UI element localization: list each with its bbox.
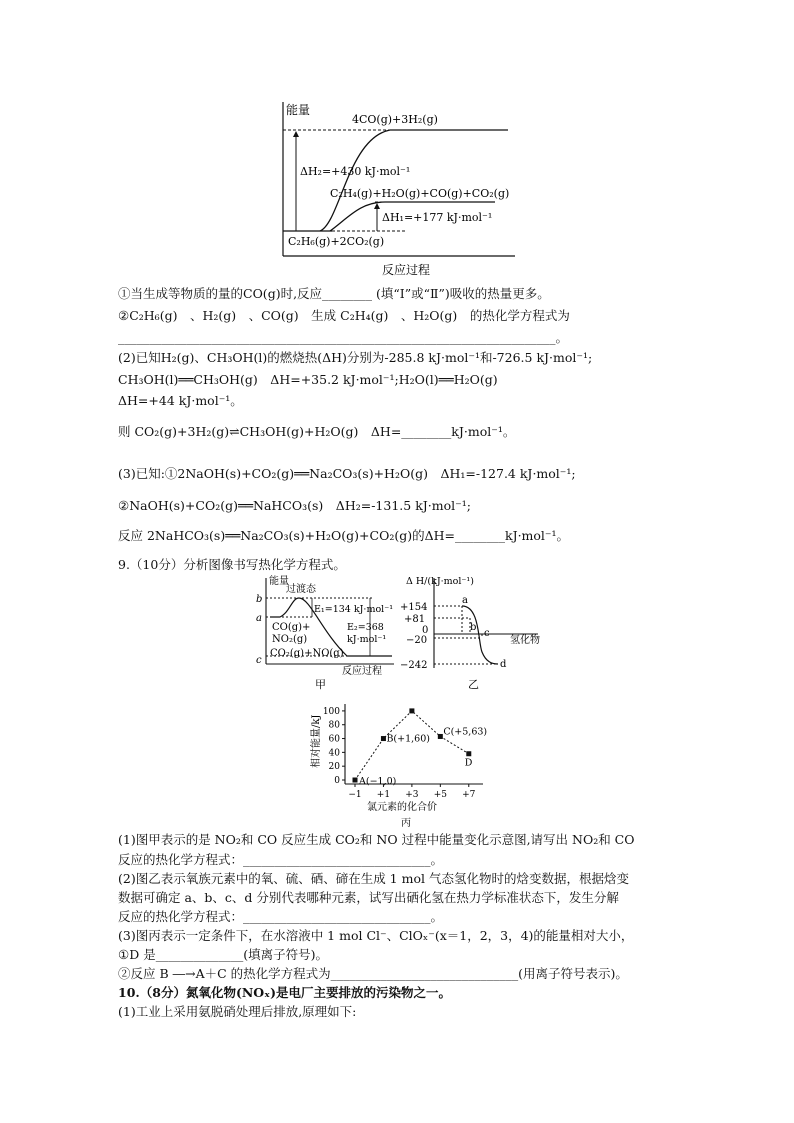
x-axis-label: 反应过程 [382, 263, 431, 277]
bing-data-point [353, 778, 358, 783]
bing-point-label: A(−1,0) [359, 776, 397, 787]
q9-part3-b: ①D 是______________(填离子符号)。 [118, 947, 328, 962]
bing-ytick-label: 100 [322, 706, 340, 717]
bing-ytick-label: 40 [328, 748, 340, 759]
jia-x-label: 反应过程 [342, 666, 382, 677]
bing-point-label: B(+1,60) [386, 733, 430, 745]
yi-x-label: 氢化物 [510, 635, 540, 646]
dh2-label: ΔH₂=+430 kJ·mol⁻¹ [300, 165, 411, 178]
jia-c-label: c [256, 655, 262, 666]
bing-point-label: C(+5,63) [443, 726, 488, 738]
start-level-label: C₂H₆(g)+2CO₂(g) [288, 235, 385, 248]
yi-tick-neg20: −20 [406, 635, 428, 646]
part2-line-c: ΔH=+44 kJ·mol⁻¹。 [118, 393, 243, 408]
q10-part1: (1)工业上采用氨脱硝处理后排放,原理如下: [118, 1004, 357, 1019]
jia-product: CO₂(g)+NO(g) [270, 648, 344, 659]
bing-data-point [381, 736, 386, 741]
yi-y-label: Δ H/(kJ·mol⁻¹) [406, 576, 474, 587]
bing-xtick-label: +3 [405, 790, 419, 800]
bing-xtick-label: +1 [376, 790, 391, 800]
jia-reactant-2: NO₂(g) [272, 634, 308, 645]
yi-tick-154: +154 [400, 602, 428, 613]
part3-line-c: 反应 2NaHCO₃(s)══Na₂CO₃(s)+H₂O(g)+CO₂(g)的ΔH=________kJ·mol⁻¹。 [118, 528, 570, 543]
bing-ytick-label: 60 [328, 734, 340, 745]
jia-caption: 甲 [315, 678, 326, 691]
jia-reactant-1: CO(g)+ [272, 622, 311, 633]
bing-ytick-label: 20 [328, 762, 340, 773]
question-2-line-a: ②C₂H₆(g) 、H₂(g) 、CO(g) 生成 C₂H₄(g) 、H₂O(g) 的热化学方程式为 [118, 308, 570, 323]
bing-xtick-label: +5 [433, 790, 447, 800]
bing-xtick-label: +7 [462, 790, 476, 800]
part2-line-a: (2)已知H₂(g)、CH₃OH(l)的燃烧热(ΔH)分别为-285.8 kJ·mol⁻¹和-726.5 kJ·mol⁻¹; [118, 350, 593, 365]
yi-point-a: a [462, 595, 468, 606]
yi-point-d: d [500, 659, 507, 670]
figure-yi [398, 572, 548, 692]
question-9-heading: 9.（10分）分析图像书写热化学方程式。 [118, 557, 346, 572]
part2-line-d: 则 CO₂(g)+3H₂(g)⇌CH₃OH(g)+H₂O(g) ΔH=________kJ·mol⁻¹。 [118, 424, 516, 439]
q9-part2-c: 反应的热化学方程式：______________________________。 [118, 909, 444, 924]
figure-jia [252, 572, 402, 692]
bing-ytick-label: 0 [334, 776, 340, 786]
figure-bing-chart [305, 698, 495, 830]
bing-x-label: 氯元素的化合价 [367, 802, 437, 813]
yi-tick-0: 0 [422, 625, 429, 636]
q9-part1-a: (1)图甲表示的是 NO₂和 CO 反应生成 CO₂和 NO 过程中能量变化示意图,请写出 NO₂和 CO [118, 832, 635, 847]
jia-e1-label: E₁=134 kJ·mol⁻¹ [314, 604, 394, 615]
yi-point-b: b [470, 622, 477, 633]
reaction-energy-diagram [270, 98, 530, 280]
bing-y-label: 相对能量/kJ [311, 714, 322, 768]
jia-ts-label: 过渡态 [286, 584, 316, 595]
q9-part2-b: 数据可确定 a、b、c、d 分别代表哪种元素，试写出硒化氢在热力学标准状态下，发生分解 [118, 890, 619, 905]
bing-caption: 丙 [401, 818, 411, 829]
jia-e2-unit: kJ·mol⁻¹ [347, 634, 387, 645]
dh1-label: ΔH₁=+177 kJ·mol⁻¹ [382, 211, 493, 224]
yi-tick-neg242: −242 [400, 660, 428, 671]
jia-y-label: 能量 [269, 576, 289, 587]
q9-part3-c: ②反应 B ―→A＋C 的热化学方程式为______________________________(用离子符号表示)。 [118, 966, 628, 981]
bing-data-point [466, 751, 471, 756]
q9-part2-a: (2)图乙表示氧族元素中的氧、硫、硒、碲在生成 1 mol 气态氢化物时的焓变数据，根据焓变 [118, 871, 629, 886]
top-level-label: 4CO(g)+3H₂(g) [352, 113, 438, 126]
bing-data-point [409, 708, 414, 713]
q9-part1-b: 反应的热化学方程式：______________________________。 [118, 852, 444, 867]
jia-e2-label: E₂=368 [347, 622, 384, 633]
question-10-heading: 10.（8分）氮氧化物(NOₓ)是电厂主要排放的污染物之一。 [118, 985, 452, 1000]
bing-series-line [355, 711, 469, 780]
yi-point-c: c [484, 628, 490, 639]
mid-level-label: C₂H₄(g)+H₂O(g)+CO(g)+CO₂(g) [330, 187, 510, 200]
jia-a-label: a [256, 613, 262, 624]
bing-point-label: D [464, 757, 473, 769]
yi-tick-81: +81 [404, 614, 426, 625]
y-axis-label: 能量 [286, 103, 311, 117]
q9-part3-a: (3)图丙表示一定条件下，在水溶液中 1 mol Cl⁻、ClOₓ⁻(x＝1，2，3，4)的能量相对大小， [118, 928, 634, 943]
part3-line-a: (3)已知:①2NaOH(s)+CO₂(g)══Na₂CO₃(s)+H₂O(g) ΔH₁=-127.4 kJ·mol⁻¹; [118, 466, 576, 481]
jia-b-label: b [256, 594, 263, 605]
part3-line-b: ②NaOH(s)+CO₂(g)══NaHCO₃(s) ΔH₂=-131.5 kJ·mol⁻¹; [118, 498, 471, 513]
question-2-line-b: ______________________________________________________________________。 [118, 330, 569, 345]
question-1-line: ①当生成等物质的量的CO(g)时,反应________ (填“Ⅰ”或“Ⅱ”)吸收的热量更多。 [118, 286, 550, 301]
bing-ytick-label: 80 [328, 720, 340, 731]
bing-xtick-label: −1 [348, 790, 362, 800]
yi-caption: 乙 [468, 678, 479, 691]
bing-data-point [438, 734, 443, 739]
part2-line-b: CH₃OH(l)══CH₃OH(g) ΔH=+35.2 kJ·mol⁻¹;H₂O(l)══H₂O(g) [118, 372, 498, 387]
